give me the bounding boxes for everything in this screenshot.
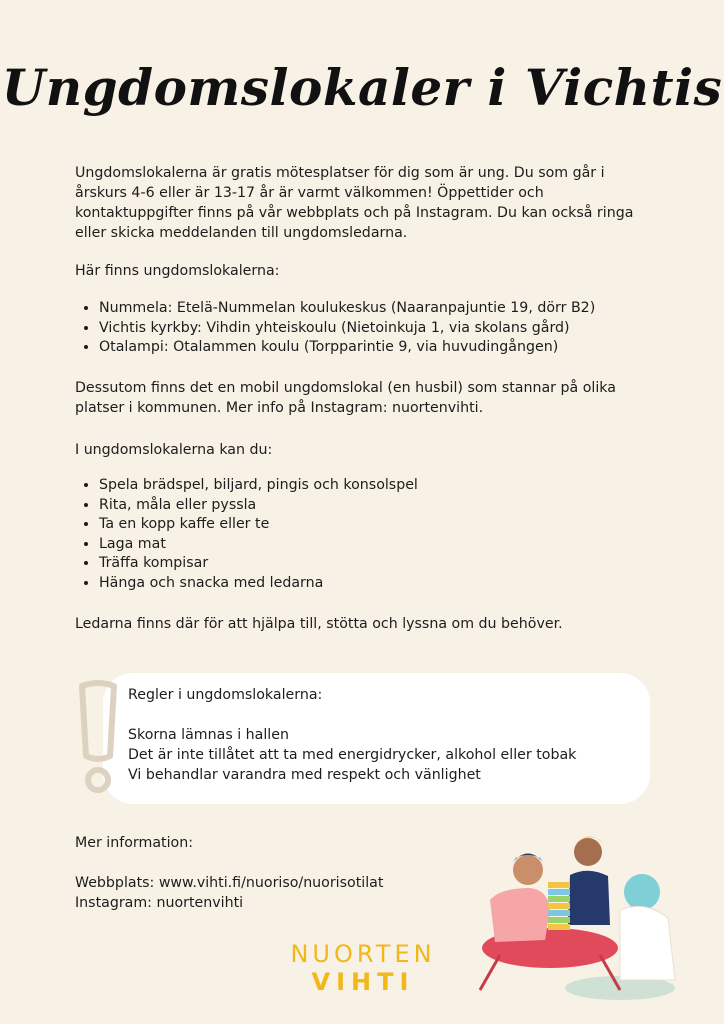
locations-list xyxy=(75,299,655,358)
leaders-text: Ledarna finns där för att hjälpa till, stötta och lyssna om du behöver. xyxy=(75,616,563,632)
locations-heading-text: Här finns ungdomslokalerna: xyxy=(75,263,280,279)
list-item: • Rita, måla eller pyssla xyxy=(99,496,655,516)
mobile-paragraph xyxy=(75,378,655,418)
logo-top-text: NUORTEN xyxy=(290,940,436,968)
list-item: • Spela brädspel, biljard, pingis och konsolspel xyxy=(99,476,655,496)
list-item: • Träffa kompisar xyxy=(99,554,655,574)
intro-text: Ungdomslokalerna är gratis mötesplatser för dig som är ung. Du som går i årskurs 4-6 eller är 13-17 år är varmt välkommen! Öppettider och kontaktuppgifter finns på vår webbplats och på Instagram. Du kan också ringa eller skicka meddelanden till ungdomsledarna. xyxy=(75,165,634,241)
list-item: • Ta en kopp kaffe eller te xyxy=(99,515,655,535)
logo-bottom-text: VIHTI xyxy=(311,968,415,996)
activities-heading-text: I ungdomslokalerna kan du: xyxy=(75,442,273,458)
list-item: • Hänga och snacka med ledarna xyxy=(99,574,655,594)
intro-paragraph xyxy=(75,163,655,243)
rule-item: Det är inte tillåtet att ta med energidrycker, alkohol eller tobak xyxy=(128,747,577,763)
activities-heading xyxy=(75,440,655,460)
more-heading: Mer information: xyxy=(75,835,193,851)
rule-item: Vi behandlar varandra med respekt och vänlighet xyxy=(128,767,481,783)
activities-list xyxy=(75,476,655,593)
leaders-paragraph xyxy=(75,614,655,634)
youth-playing-game-illustration xyxy=(470,830,680,1010)
list-item: • Otalampi: Otalammen koulu (Torpparintie 9, via huvudingången) xyxy=(99,338,655,358)
rule-item: Skorna lämnas i hallen xyxy=(128,727,289,743)
instagram-link[interactable]: Instagram: nuortenvihti xyxy=(75,895,244,911)
locations-heading xyxy=(75,261,655,281)
website-link[interactable]: Webbplats: www.vihti.fi/nuoriso/nuorisotilat xyxy=(75,875,384,891)
rules-heading: Regler i ungdomslokalerna: xyxy=(128,687,323,703)
page-title: Ungdomslokaler i Vichtis xyxy=(1,58,723,117)
nuorten-vihti-logo xyxy=(283,940,443,1000)
list-item: • Vichtis kyrkby: Vihdin yhteiskoulu (Nietoinkuja 1, via skolans gård) xyxy=(99,319,655,339)
list-item: • Nummela: Etelä-Nummelan koulukeskus (Naaranpajuntie 19, dörr B2) xyxy=(99,299,655,319)
rules-content xyxy=(128,685,576,785)
exclamation-icon xyxy=(76,680,120,796)
mobile-text: Dessutom finns det en mobil ungdomslokal (en husbil) som stannar på olika platser i kommunen. Mer info på Instagram: nuortenvihti. xyxy=(75,380,616,416)
list-item: • Laga mat xyxy=(99,535,655,555)
